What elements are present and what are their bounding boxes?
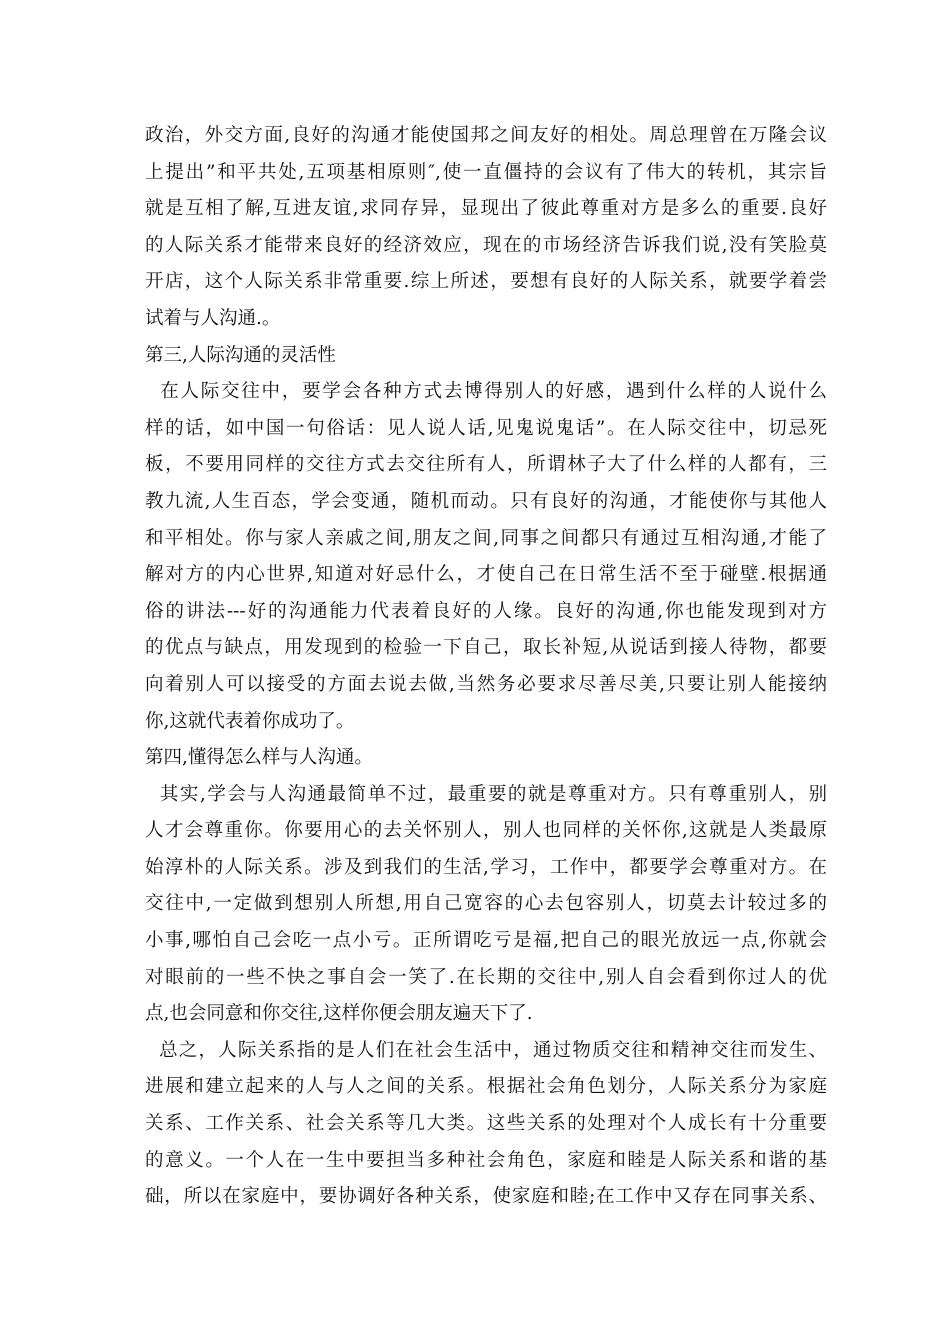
text-line: 点,也会同意和你交往,这样你便会朋友遍天下了.: [145, 1003, 533, 1025]
text-line: 人才会尊重你。你要用心的去关怀别人，别人也同样的关怀你,这就是人类最原: [145, 820, 827, 842]
text-line: 俗的讲法---好的沟通能力代表着良好的人缘。良好的沟通,你也能发现到对方: [145, 600, 827, 622]
text-line: 在人际交往中，要学会各种方式去博得别人的好感，遇到什么样的人说什么: [145, 381, 827, 403]
text-line: 板，不要用同样的交往方式去交往所有人，所谓林子大了什么样的人都有，三: [145, 454, 827, 476]
text-line: 关系、工作关系、社会关系等几大类。这些关系的处理对个人成长有十分重要: [145, 1113, 827, 1135]
text-line: 政治，外交方面,良好的沟通才能使国邦之间友好的相处。周总理曾在万隆会议: [145, 125, 827, 146]
text-line: 解对方的内心世界,知道对好忌什么，才使自己在日常生活不至于碰壁.根据通: [145, 564, 827, 586]
text-line: 的意义。一个人在一生中要担当多种社会角色，家庭和睦是人际关系和谐的基: [145, 1149, 827, 1171]
text-line: 上提出”和平共处,五项基相原则″,使一直僵持的会议有了伟大的转机，其宗旨: [145, 161, 827, 183]
text-line: 教九流,人生百态，学会变通，随机而动。只有良好的沟通，才能使你与其他人: [145, 490, 827, 512]
text-line: 进展和建立起来的人与人之间的关系。根据社会角色划分，人际关系分为家庭: [145, 1076, 827, 1098]
text-line: 开店，这个人际关系非常重要.综上所述，要想有良好的人际关系，就要学着尝: [145, 271, 827, 293]
text-line: 你,这就代表着你成功了。: [145, 710, 355, 732]
text-line: 的优点与缺点，用发现到的检验一下自己，取长补短,从说话到接人待物，都要: [145, 637, 827, 659]
text-line: 础，所以在家庭中，要协调好各种关系，使家庭和睦;在工作中又存在同事关系、: [145, 1186, 827, 1208]
text-line: 和平相处。你与家人亲戚之间,朋友之间,同事之间都只有通过互相沟通,才能了: [145, 527, 827, 549]
document-body: [145, 118, 827, 1216]
text-line: 其实,学会与人沟通最简单不过，最重要的就是尊重对方。只有尊重别人，别: [145, 783, 827, 805]
text-line: 向着别人可以接受的方面去说去做,当然务必要求尽善尽美,只要让别人能接纳: [145, 673, 827, 695]
text-line: 样的话，如中国一句俗话：见人说人话,见鬼说鬼话”。在人际交往中，切忌死: [145, 417, 827, 439]
text-line: 试着与人沟通.。: [145, 307, 281, 329]
section-heading: 第三,人际沟通的灵活性: [145, 344, 336, 366]
text-line: 就是互相了解,互进友谊,求同存异，显现出了彼此尊重对方是多么的重要.良好: [145, 198, 827, 220]
text-line: 小事,哪怕自己会吃一点小亏。正所谓吃亏是福,把自己的眼光放远一点,你就会: [145, 930, 827, 952]
text-line: 始淳朴的人际关系。涉及到我们的生活,学习，工作中，都要学会尊重对方。在: [145, 856, 827, 878]
text-line: 的人际关系才能带来良好的经济效应，现在的市场经济告诉我们说,没有笑脸莫: [145, 234, 827, 256]
text-line: 对眼前的一些不快之事自会一笑了.在长期的交往中,别人自会看到你过人的优: [145, 966, 827, 988]
text-line: 交往中,一定做到想别人所想,用自己宽容的心去包容别人，切莫去计较过多的: [145, 893, 827, 915]
section-heading: 第四,懂得怎么样与人沟通。: [145, 747, 373, 769]
text-line: 总之，人际关系指的是人们在社会生活中，通过物质交往和精神交往而发生、: [145, 1039, 827, 1061]
